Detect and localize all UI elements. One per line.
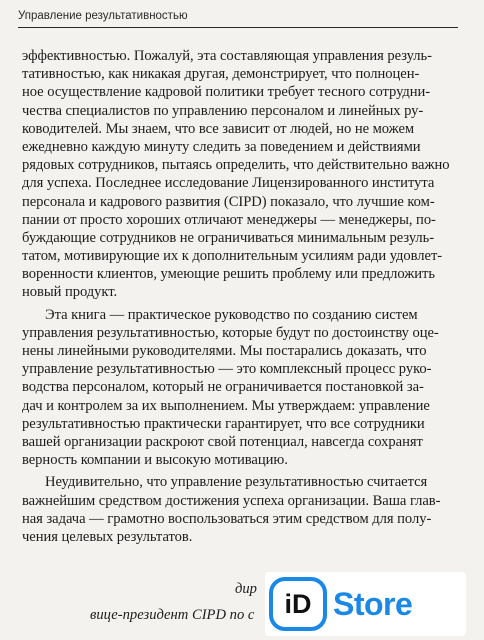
text-line: буждающие сотрудников не ограничиваться минимальным резуль- [22, 229, 435, 246]
paragraph [22, 306, 460, 470]
text-line: вашей организации раскроют свой потенциал, навсегда сохранят [22, 433, 423, 450]
text-line: ное осуществление кадровой политики требует тесного сотрудни- [22, 84, 431, 101]
paragraph [22, 47, 460, 302]
text-line: дач и контролем за их выполнением. Мы утверждаем: управление [22, 397, 430, 414]
text-line: тативностью, как никакая другая, демонстрирует, что полноцен- [22, 66, 420, 83]
text-line: чества специалистов по управлению персоналом и линейных ру- [22, 102, 424, 119]
text-line: нены линейными руководителями. Мы постарались доказать, что [22, 343, 427, 359]
text-line: чения целевых результатов. [22, 528, 193, 545]
text-line: ная задача — грамотно воспользоваться этим средством для полу- [22, 510, 432, 527]
body-text [22, 47, 460, 550]
text-line: верность компании и высокую мотивацию. [22, 452, 288, 469]
text-line: управления результативностью, которые будут по достоинству оце- [22, 324, 439, 341]
id-logo-icon: iD [269, 577, 327, 631]
text-line: ежедневно каждую минуту следить за поведением и действиями [22, 138, 421, 155]
text-line: водства персоналом, который не ограничивается постановкой за- [22, 379, 424, 396]
text-line: эффективностью. Пожалуй, эта составляющая управления резуль- [22, 48, 432, 64]
running-header: Управление результативностью [18, 10, 458, 28]
text-line: новый продукт. [22, 284, 118, 301]
paragraph [22, 473, 460, 546]
text-line: рядовых сотрудников, пытаясь определить, что действительно важно [22, 157, 450, 174]
text-line: ководителей. Мы знаем, что все зависит от людей, но не можем [22, 120, 415, 137]
text-line: Неудивительно, что управление результативностью считается [45, 474, 428, 491]
logo-text: Store [333, 585, 413, 622]
text-line: татом, мотивирующие их к дополнительным усилиям ради удовлет- [22, 248, 443, 265]
text-line: персонала и кадрового развития (CIPD) показало, что лучшие ком- [22, 193, 435, 210]
signature-line: вице-президент CIPD по с [90, 607, 255, 623]
text-line: воренности клиентов, умеющие решить проблему или предложить [22, 266, 435, 283]
text-line: пании от просто хороших отличают менеджеры — менеджеры, по- [22, 211, 436, 228]
text-line: Эта книга — практическое руководство по созданию систем [45, 306, 418, 323]
text-line: важнейшим средством достижения успеха организации. Ваша глав- [22, 492, 441, 509]
text-line: результативностью практически гарантирует, что все сотрудники [22, 415, 425, 432]
watermark-logo [265, 572, 466, 636]
signature-line: дир [235, 581, 257, 597]
text-line: управление результативностью — это комплексный процесс руко- [22, 361, 432, 378]
text-line: для успеха. Последнее исследование Лицензированного института [22, 175, 435, 192]
